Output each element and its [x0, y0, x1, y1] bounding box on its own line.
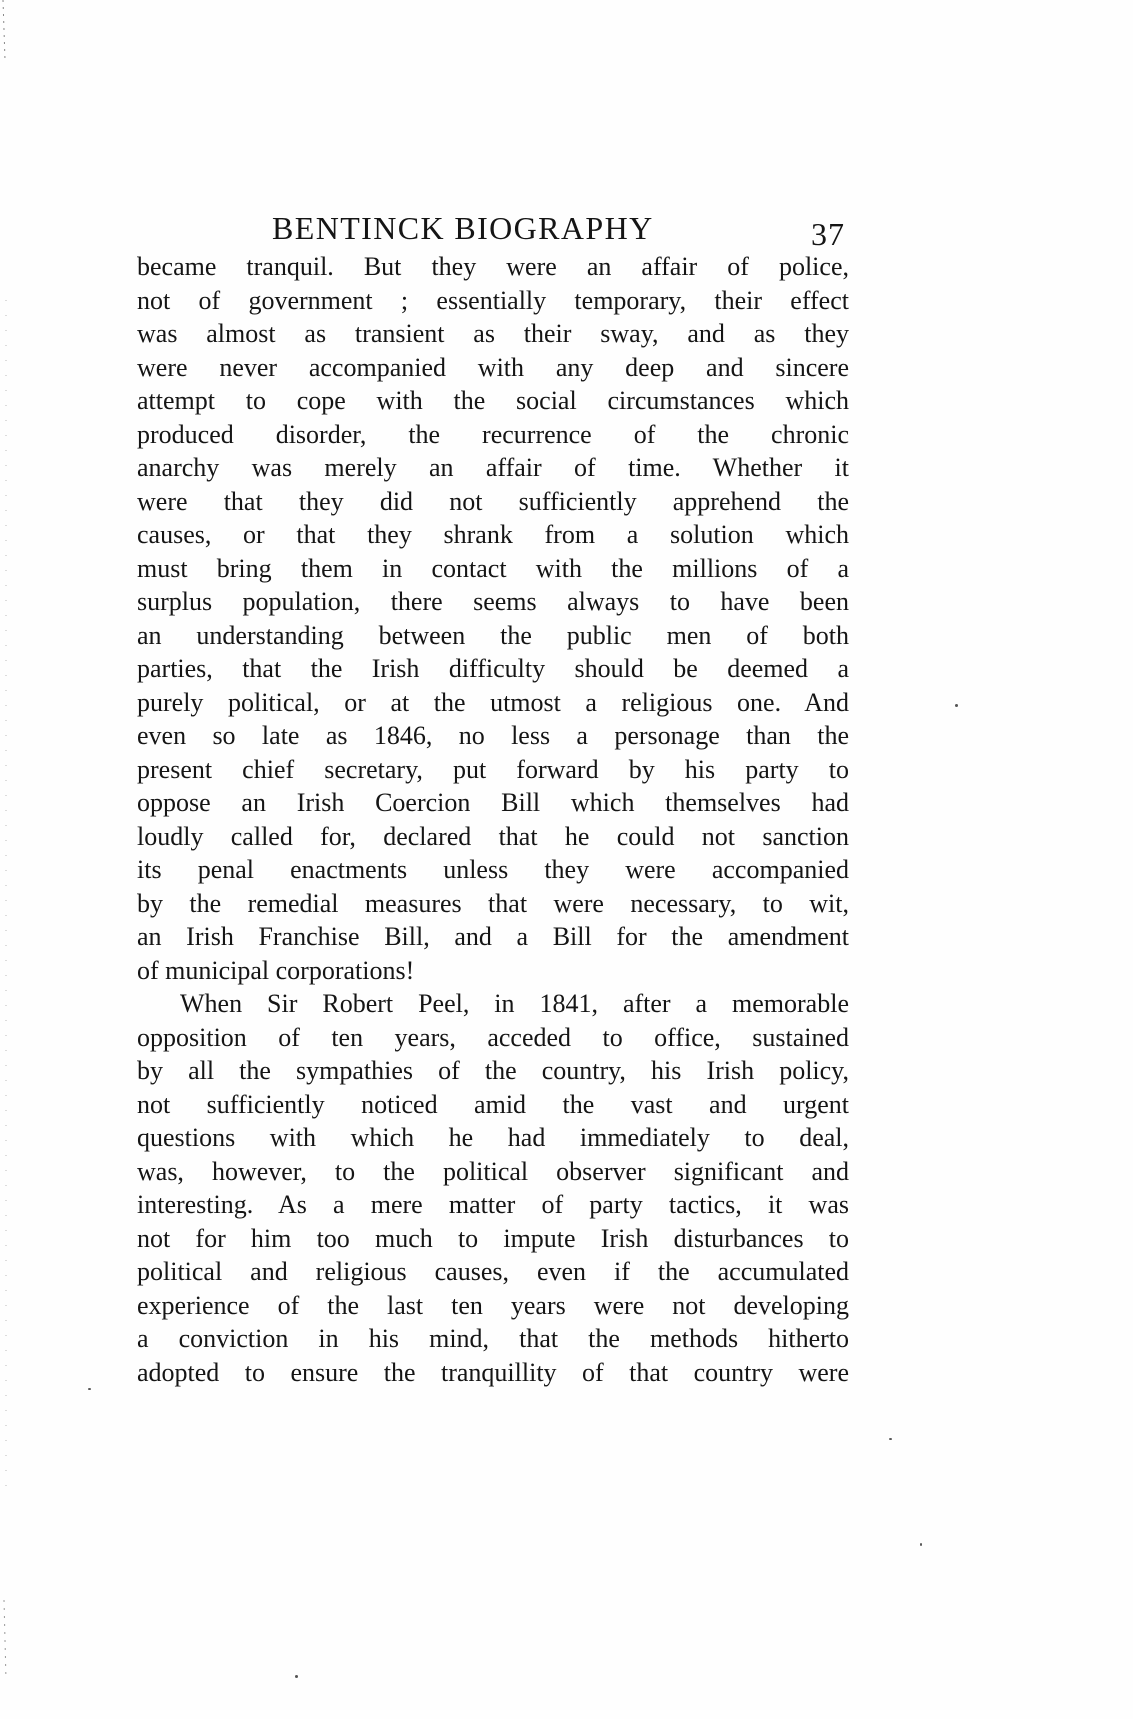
- text-line: even so late as 1846, no less a personage than the: [137, 721, 849, 750]
- scan-speck: [295, 1675, 298, 1678]
- text-line: experience of the last ten years were not developing: [137, 1290, 849, 1320]
- text-line: interesting. As a mere matter of party tactics, it was: [137, 1190, 849, 1219]
- text-line: oppose an Irish Coercion Bill which themselves had: [137, 788, 849, 817]
- text-line: were that they did not sufficiently apprehend the: [137, 486, 849, 516]
- text-line-paragraph-end: of municipal corporations!: [137, 955, 415, 985]
- text-line: not of government ; essentially temporary, their effect: [137, 285, 849, 315]
- text-line: an understanding between the public men of both: [137, 620, 849, 650]
- text-line: attempt to cope with the social circumstances which: [137, 386, 849, 415]
- text-line: causes, or that they shrank from a solution which: [137, 520, 849, 549]
- scan-speck: [920, 1543, 922, 1546]
- text-line: surplus population, there seems always to have been: [137, 587, 849, 616]
- text-line: political and religious causes, even if the accumulated: [137, 1257, 849, 1286]
- text-line: an Irish Franchise Bill, and a Bill for the amendment: [137, 922, 849, 951]
- text-line: was almost as transient as their sway, and as they: [137, 319, 849, 348]
- text-line: loudly called for, declared that he could not sanction: [137, 821, 849, 851]
- text-line: anarchy was merely an affair of time. Whether it: [137, 453, 849, 482]
- scan-speck: [88, 1388, 91, 1390]
- scan-speck: [889, 1438, 892, 1440]
- text-line: by the remedial measures that were necessary, to wit,: [137, 888, 849, 918]
- text-line: questions with which he had immediately to deal,: [137, 1123, 849, 1152]
- page-number: 37: [811, 216, 845, 252]
- text-line: a conviction in his mind, that the methods hitherto: [137, 1324, 849, 1353]
- text-line: present chief secretary, put forward by his party to: [137, 754, 849, 784]
- text-line: not sufficiently noticed amid the vast and urgent: [137, 1089, 849, 1119]
- text-line-paragraph-start: When Sir Robert Peel, in 1841, after a memorable: [180, 989, 849, 1018]
- text-line: produced disorder, the recurrence of the chronic: [137, 419, 849, 449]
- text-line: by all the sympathies of the country, his Irish policy,: [137, 1056, 849, 1085]
- text-line: became tranquil. But they were an affair of police,: [137, 252, 849, 281]
- text-line: purely political, or at the utmost a religious one. And: [137, 687, 849, 717]
- text-line: must bring them in contact with the millions of a: [137, 553, 849, 583]
- text-line: its penal enactments unless they were accompanied: [137, 855, 849, 884]
- text-line: was, however, to the political observer significant and: [137, 1156, 849, 1186]
- body-text: [137, 250, 849, 1389]
- text-line: opposition of ten years, acceded to office, sustained: [137, 1022, 849, 1052]
- text-line: parties, that the Irish difficulty should be deemed a: [137, 654, 849, 683]
- running-head: BENTINCK BIOGRAPHY: [272, 210, 654, 246]
- scan-edge-artifact: [0, 0, 10, 1719]
- scan-speck: [955, 704, 958, 707]
- text-line: not for him too much to impute Irish disturbances to: [137, 1223, 849, 1253]
- text-line: were never accompanied with any deep and sincere: [137, 352, 849, 382]
- text-line: adopted to ensure the tranquillity of that country were: [137, 1357, 849, 1387]
